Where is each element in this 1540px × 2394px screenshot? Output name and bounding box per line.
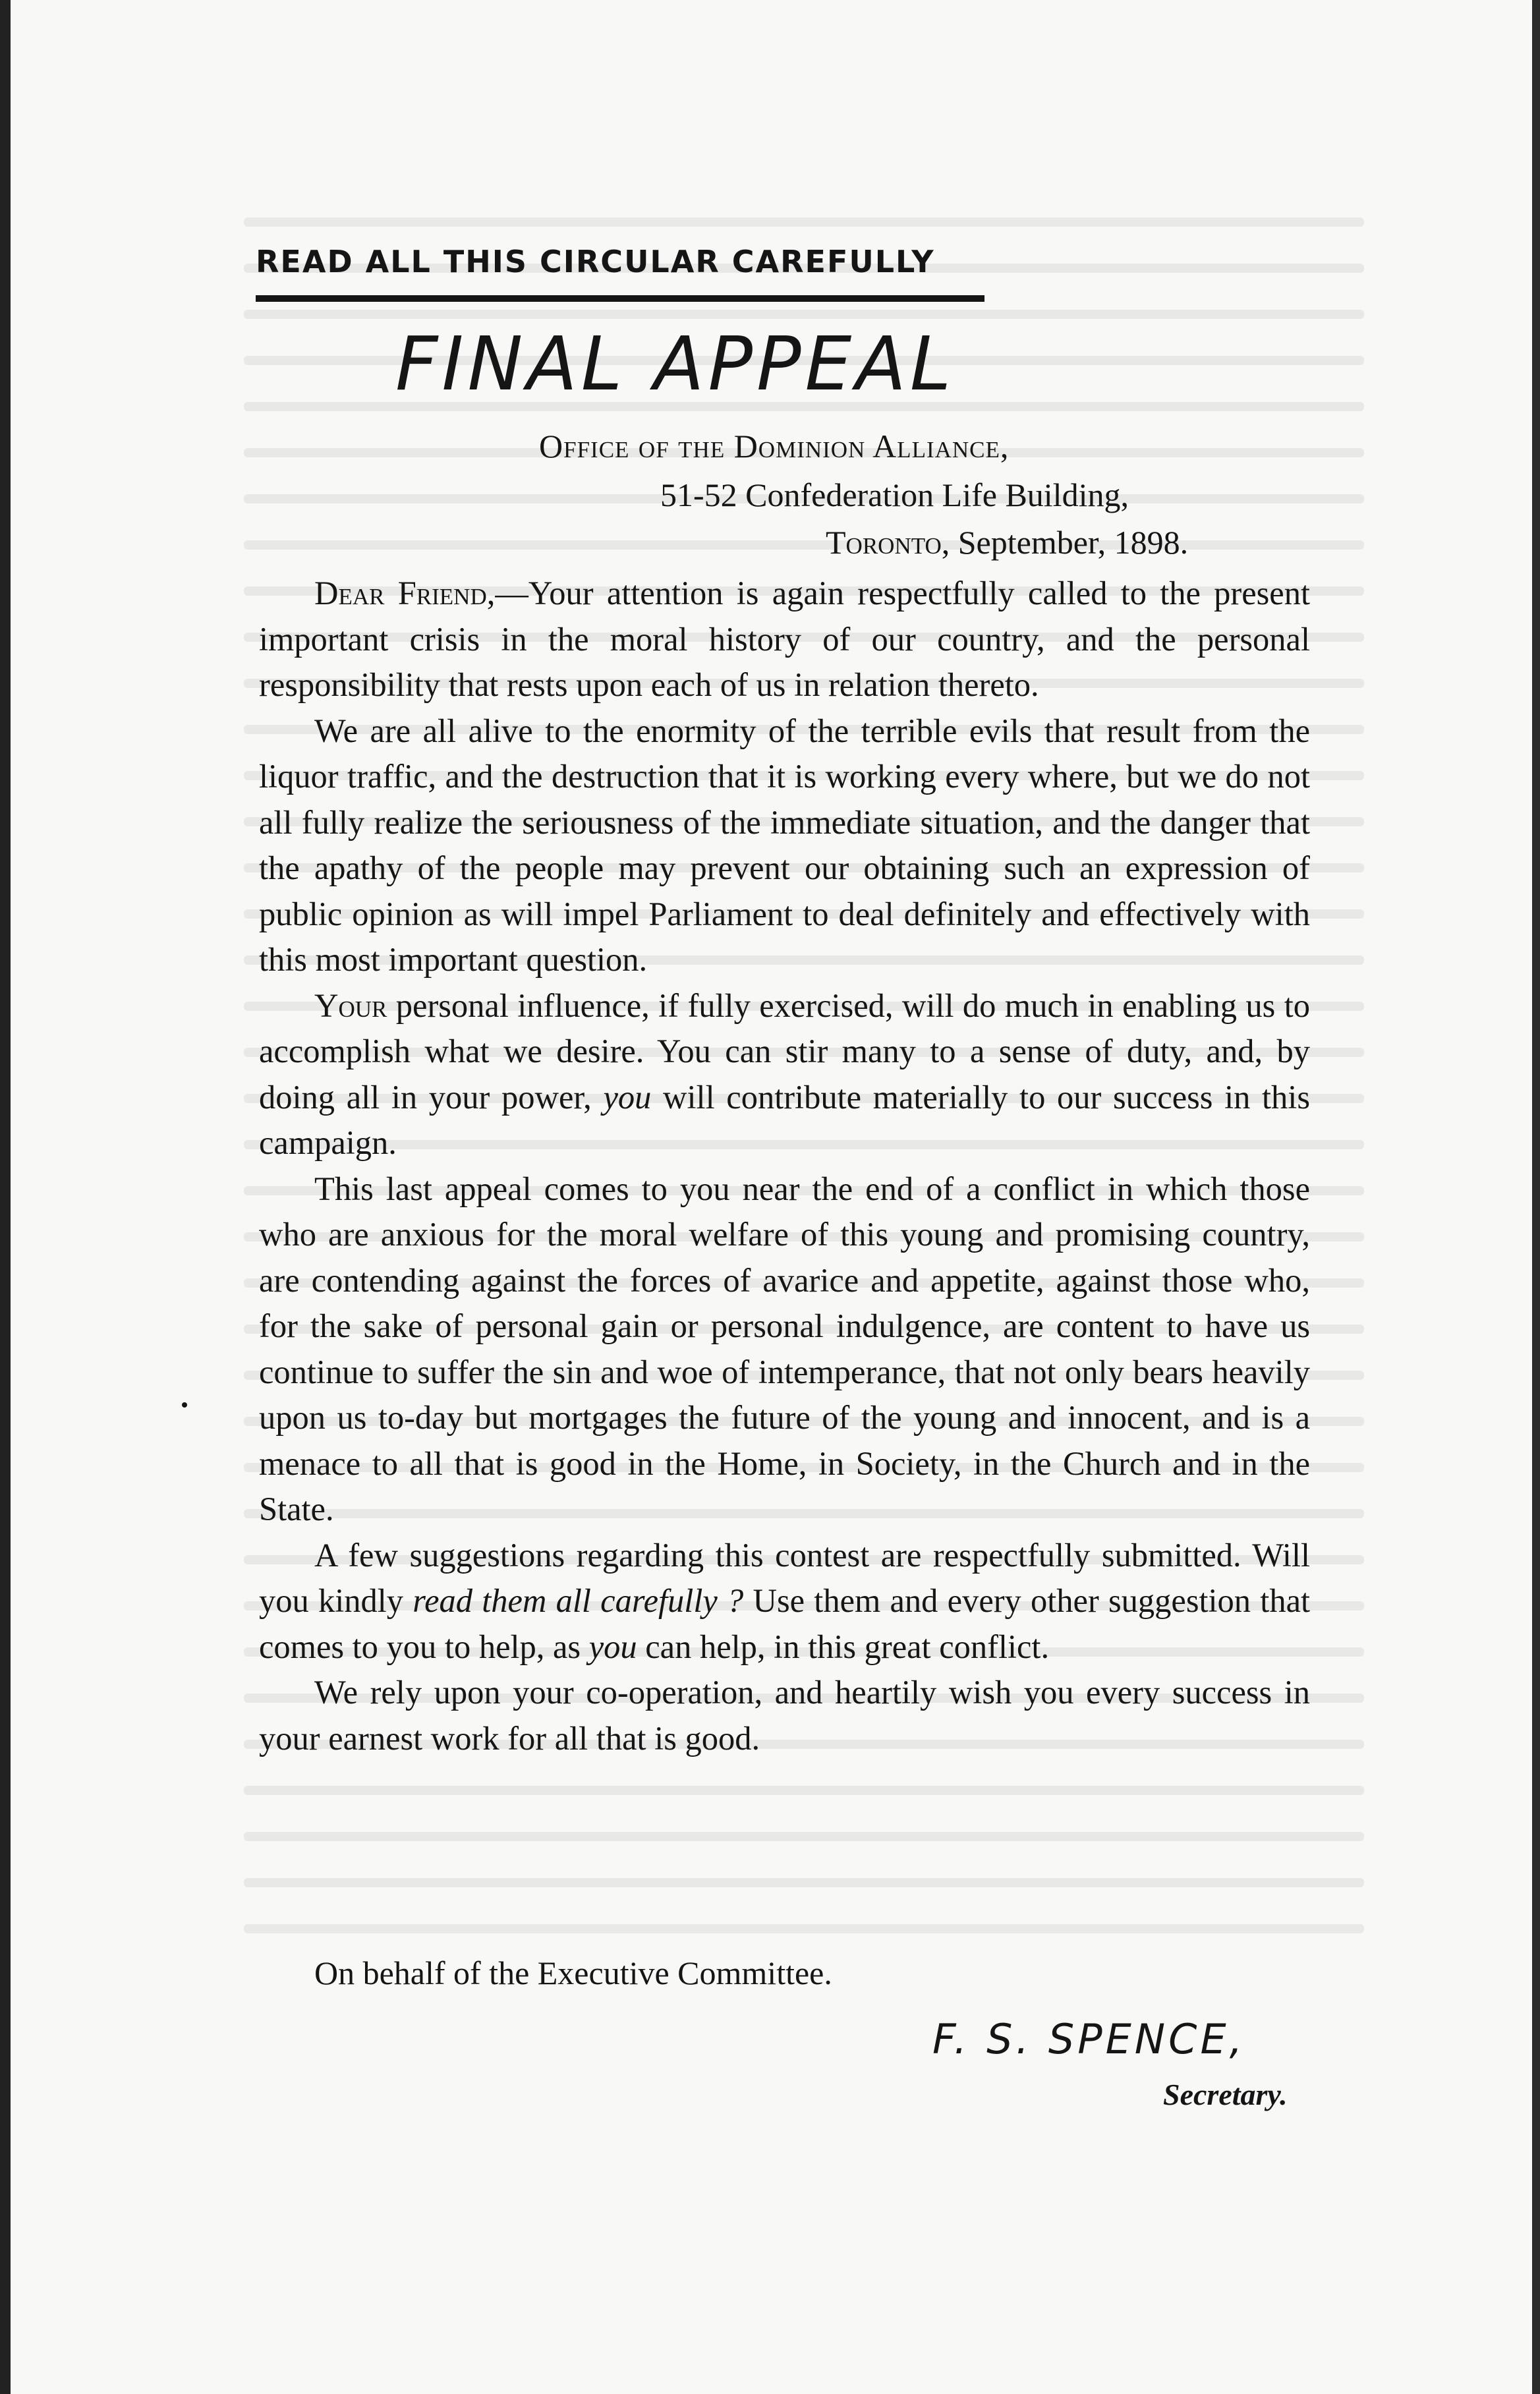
header-underline bbox=[256, 295, 984, 302]
city-name: Toronto, bbox=[826, 524, 950, 561]
page-title: FINAL APPEAL bbox=[395, 322, 955, 407]
signature-role: Secretary. bbox=[1163, 2078, 1288, 2111]
date-line bbox=[826, 523, 1188, 561]
paragraph-influence: Your personal influence, if fully exercised, will do much in enabling us to accomplish what we desire. You can stir many to a sense of duty, and, by doing all in your power, you will contribute materially to our success in this campaign. bbox=[259, 986, 1310, 1161]
signature-name: F. S. SPENCE, bbox=[932, 2015, 1246, 2063]
salutation: Dear Friend, bbox=[314, 575, 496, 612]
margin-speck bbox=[182, 1402, 187, 1408]
scan-edge-left bbox=[0, 0, 11, 2394]
paragraph-salutation: Dear Friend,—Your attention is again respectfully called to the present important crisis in the moral history of our country, and the personal responsibility that rests upon each of us in relation thereto. bbox=[259, 575, 1310, 703]
paragraph-evils: We are all alive to the enormity of the terrible evils that result from the liquor traffic, and the destruction that it is working every where, but we do not all fully realize the seriousness of the immediate situation, and the danger that the apathy of the people may prevent our obtaining such an expression of public opinion as will impel Parliament to deal definitely and effectively with this most important question. bbox=[259, 712, 1310, 978]
paragraph-suggestions: A few suggestions regarding this contest are respectfully submitted. Will you kindly read them all carefully ? Use them and every other suggestion that comes to you to help, as you can help, in this great conflict. bbox=[259, 1536, 1311, 1665]
office-line: Office of the Dominion Alliance, bbox=[539, 428, 1010, 465]
building-line: 51-52 Confederation Life Building, bbox=[660, 476, 1129, 513]
paragraph-last-appeal: This last appeal comes to you near the end of a conflict in which those who are anxious for the moral welfare of this young and promising country, are contending against the forces of avarice and appetite, against those who, for the sake of personal gain or personal indulgence, are content to have us continue to suffer the sin and woe of intemperance, that not only bears heavily upon us to-day but mortgages the future of the young and innocent, and is a menace to all that is good in the Home, in Society, in the Church and in the State. bbox=[259, 1170, 1310, 1527]
signoff-line: On behalf of the Executive Committee. bbox=[314, 1954, 832, 1991]
paragraph-cooperation: We rely upon your co-operation, and heartily wish you every success in your earnest work for all that is good. bbox=[259, 1674, 1310, 1757]
scan-edge-right bbox=[1532, 0, 1540, 2394]
circular-header: READ ALL THIS CIRCULAR CAREFULLY bbox=[256, 244, 935, 279]
date-text: September, 1898. bbox=[950, 524, 1189, 561]
letter-body bbox=[259, 571, 1310, 1761]
